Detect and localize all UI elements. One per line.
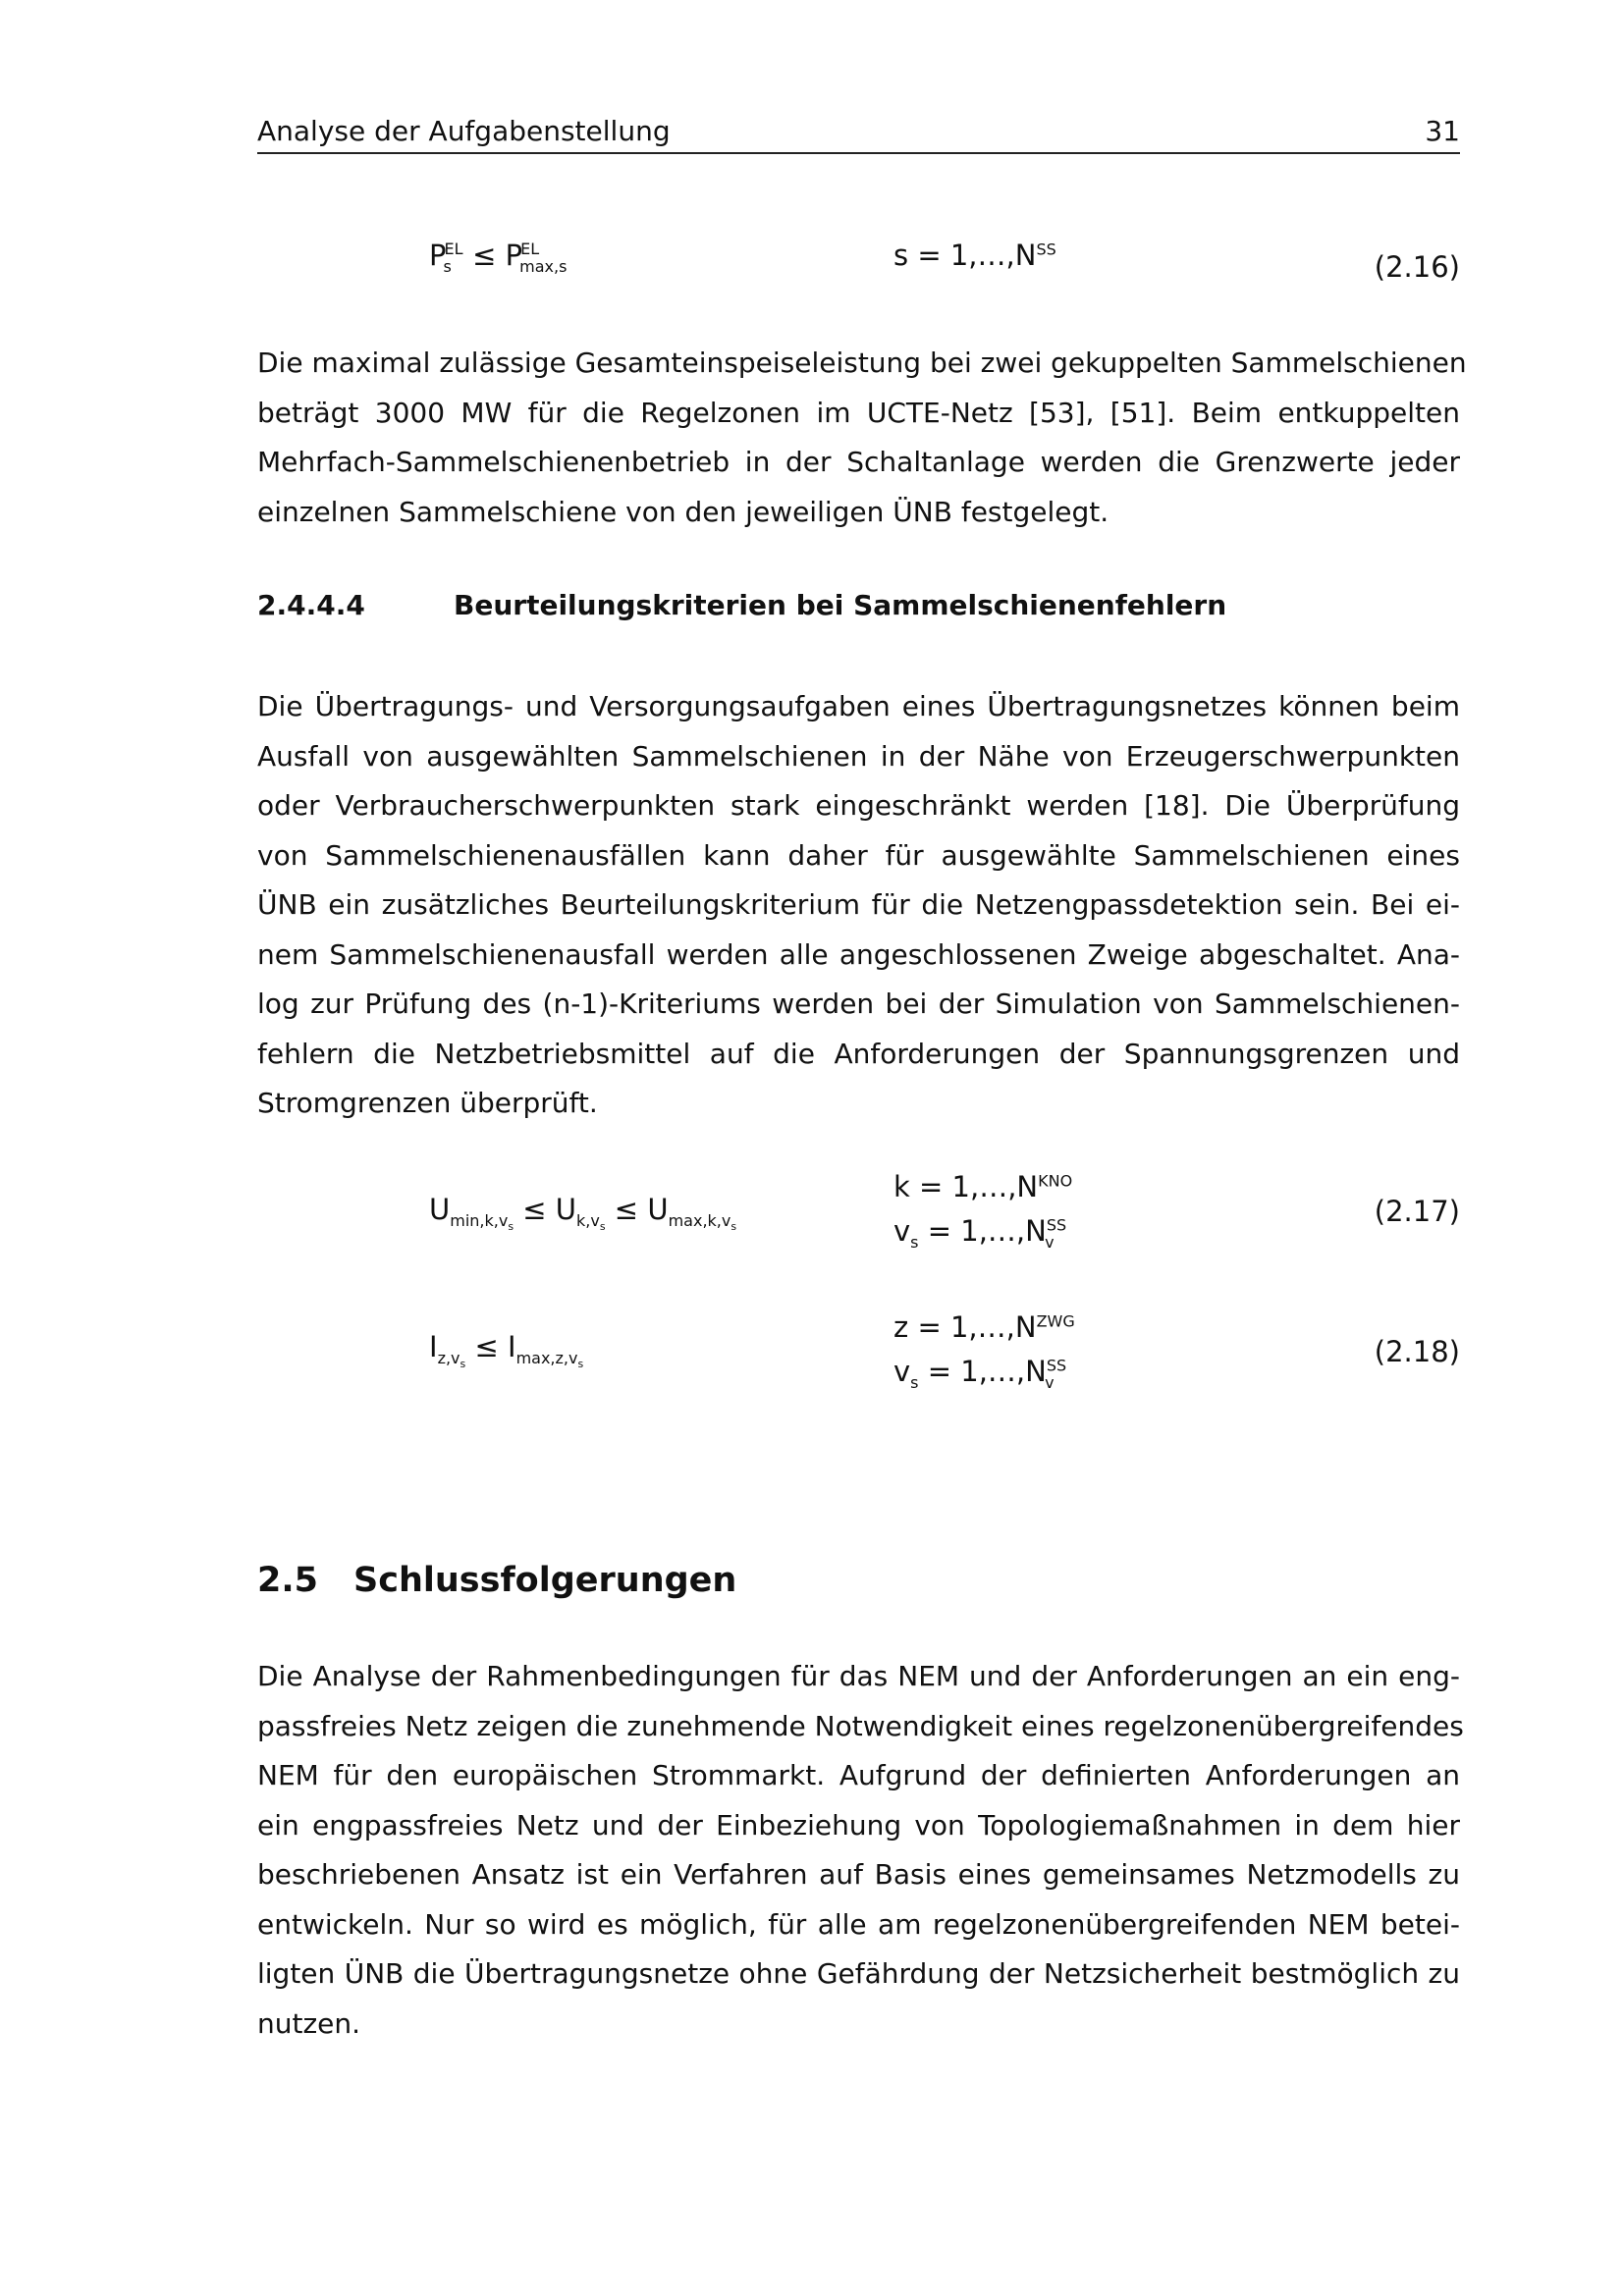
text-line: einzelnen Sammelschiene von den jeweiligen ÜNB festgelegt. bbox=[257, 495, 1109, 528]
text-line: fehlern die Netzbetriebsmittel auf die Anforderungen der Spannungsgrenzen und bbox=[257, 1037, 1460, 1070]
equation-2-18-condition-z: $z = 1,\dots,N^{ZWG}$ bbox=[893, 1310, 1075, 1344]
text-line: Die Übertragungs- und Versorgungsaufgaben eines Übertragungsnetzes können beim bbox=[257, 690, 1460, 722]
text-line: ÜNB ein zusätzliches Beurteilungskriterium für die Netzengpassdetektion sein. Bei ei- bbox=[257, 888, 1460, 921]
page-number: 31 bbox=[1425, 115, 1460, 147]
paragraph-busbar-limits bbox=[257, 339, 1467, 537]
equation-2-17-condition-v: $v_s$ = $1,\dots,N^{SS}_v$ bbox=[893, 1214, 1067, 1252]
text-line: nem Sammelschienenausfall werden alle angeschlossenen Zweige abgeschaltet. Ana- bbox=[257, 937, 1460, 971]
text-line: Die Analyse der Rahmenbedingungen für das NEM und der Anforderungen an ein eng- bbox=[257, 1660, 1460, 1692]
text-line: passfreies Netz zeigen die zunehmende Notwendigkeit eines regelzonenübergreifendes bbox=[257, 1709, 1464, 1742]
text-line: beträgt 3000 MW für die Regelzonen im UCTE-Netz [53], [51]. Beim entkuppelten bbox=[257, 396, 1460, 429]
text-line: Stromgrenzen überprüft. bbox=[257, 1087, 598, 1119]
text-line: log zur Prüfung des (n-1)-Kriteriums werden bei der Simulation von Sammelschienen- bbox=[257, 988, 1460, 1020]
equation-2-16-lhs: $P^{EL}_s \le P^{EL}_{max,s}$ bbox=[429, 239, 568, 276]
text-line: entwickeln. Nur so wird es möglich, für alle am regelzonenübergreifenden NEM betei- bbox=[257, 1907, 1460, 1941]
text-line: NEM für den europäischen Strommarkt. Aufgrund der definierten Anforderungen an bbox=[257, 1759, 1460, 1791]
equation-number-2-18: (2.18) bbox=[1374, 1335, 1460, 1368]
equation-2-17-condition-k: $k = 1,\dots,N^{KNO}$ bbox=[893, 1170, 1073, 1203]
text-line: oder Verbraucherschwerpunkten stark eingeschränkt werden [18]. Die Überprüfung bbox=[257, 789, 1460, 822]
text-line: Mehrfach-Sammelschienenbetrieb in der Schaltanlage werden die Grenzwerte jeder bbox=[257, 446, 1460, 478]
section-number: 2.5 bbox=[257, 1561, 319, 1600]
paragraph-busbar-faults bbox=[257, 682, 1460, 1129]
equation-number-2-17: (2.17) bbox=[1374, 1195, 1460, 1228]
section-title: Schlussfolgerungen bbox=[353, 1561, 737, 1600]
text-line: ein engpassfreies Netz und der Einbeziehung von Topologiemaßnahmen in dem hier bbox=[257, 1808, 1460, 1842]
section-number: 2.4.4.4 bbox=[257, 589, 365, 621]
equation-2-18-lhs: $I_{z,v_s} \le I_{max,z,v_s}$ bbox=[429, 1330, 584, 1370]
text-line: beschriebenen Ansatz ist ein Verfahren auf Basis eines gemeinsames Netzmodells zu bbox=[257, 1858, 1460, 1891]
equation-number-2-16: (2.16) bbox=[1374, 250, 1460, 284]
equation-2-16-condition: $s = 1,\dots,N^{SS}$ bbox=[893, 239, 1056, 272]
equation-2-18-condition-v: $v_s$ = $1,\dots,N^{SS}_v$ bbox=[893, 1355, 1067, 1392]
text-line: Die maximal zulässige Gesamteinspeiseleistung bei zwei gekuppelten Sammelschienen bbox=[257, 347, 1467, 379]
text-line: ligten ÜNB die Übertragungsnetze ohne Gefährdung der Netzsicherheit bestmöglich zu bbox=[257, 1957, 1460, 1990]
section-title: Beurteilungskriterien bei Sammelschienenfehlern bbox=[454, 589, 1227, 621]
text-line: nutzen. bbox=[257, 2006, 361, 2040]
text-line: von Sammelschienenausfällen kann daher für ausgewählte Sammelschienen eines bbox=[257, 838, 1460, 872]
header-title: Analyse der Aufgabenstellung bbox=[257, 115, 671, 147]
equation-2-17-lhs: $U_{min,k,v_s} \le U_{k,v_s} \le U_{max,k,v_s}$ bbox=[429, 1193, 737, 1233]
text-line: Ausfall von ausgewählten Sammelschienen in der Nähe von Erzeugerschwerpunkten bbox=[257, 739, 1460, 773]
paragraph-conclusions bbox=[257, 1652, 1464, 2049]
running-header bbox=[257, 111, 1460, 154]
